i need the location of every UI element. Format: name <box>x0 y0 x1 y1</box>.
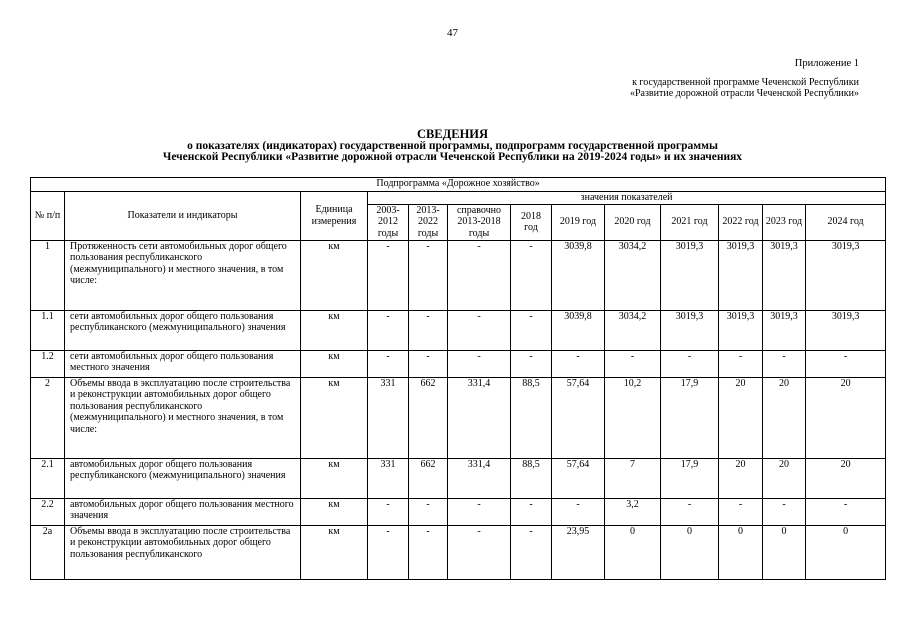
row-value: - <box>448 498 511 525</box>
row-unit: км <box>301 240 368 310</box>
table-row <box>31 525 886 579</box>
table-row <box>31 350 886 377</box>
row-unit: км <box>301 377 368 458</box>
row-unit: км <box>301 310 368 350</box>
row-value: 0 <box>763 525 806 579</box>
row-num: 1.2 <box>31 350 65 377</box>
row-value: 331 <box>368 458 409 498</box>
title-line-2: о показателях (индикаторах) государственной программы, подпрограмм государственной программы <box>187 139 718 152</box>
row-value: 3019,3 <box>719 310 763 350</box>
row-value: - <box>806 350 886 377</box>
row-num: 1 <box>31 240 65 310</box>
row-name: Объемы ввода в эксплуатацию после строительства и реконструкции автомобильных дорог общего пользования республиканского (межмуниципального) и местного значения, в том числе: <box>65 377 301 458</box>
row-value: 3019,3 <box>719 240 763 310</box>
row-value: 0 <box>806 525 886 579</box>
row-value: - <box>511 498 552 525</box>
row-value: - <box>552 498 605 525</box>
row-value: 3039,8 <box>552 310 605 350</box>
row-num: 2.2 <box>31 498 65 525</box>
row-num: 2 <box>31 377 65 458</box>
row-value: - <box>719 350 763 377</box>
title-line-1: СВЕДЕНИЯ <box>416 127 489 141</box>
row-value: - <box>368 525 409 579</box>
row-value: - <box>661 498 719 525</box>
row-value: 57,64 <box>552 458 605 498</box>
row-value: 0 <box>719 525 763 579</box>
row-name: Протяженность сети автомобильных дорог общего пользования республиканского (межмуниципального) и местного значения, в том числе: <box>65 240 301 310</box>
row-name: сети автомобильных дорог общего пользования республиканского (межмуниципального) значения <box>65 310 301 350</box>
row-value: 0 <box>605 525 661 579</box>
row-value: 3019,3 <box>763 310 806 350</box>
row-num: 2а <box>31 525 65 579</box>
header-period: справочно 2013-2018 годы <box>448 204 511 240</box>
row-value: 3019,3 <box>661 240 719 310</box>
row-value: - <box>605 350 661 377</box>
row-value: - <box>368 498 409 525</box>
row-value: - <box>448 240 511 310</box>
subprogram-header: Подпрограмма «Дорожное хозяйство» <box>31 178 886 192</box>
header-period: 2018 год <box>511 204 552 240</box>
document-title <box>0 129 905 164</box>
row-value: - <box>511 350 552 377</box>
table-row <box>31 377 886 458</box>
appendix-line-1: к государственной программе Чеченской Республики <box>632 77 859 88</box>
row-value: - <box>409 498 448 525</box>
row-value: 57,64 <box>552 377 605 458</box>
row-value: 20 <box>763 377 806 458</box>
row-unit: км <box>301 458 368 498</box>
row-value: 20 <box>806 458 886 498</box>
header-period: 2020 год <box>605 204 661 240</box>
row-value: 88,5 <box>511 377 552 458</box>
header-period: 2019 год <box>552 204 605 240</box>
row-unit: км <box>301 525 368 579</box>
row-value: - <box>511 525 552 579</box>
header-period: 2023 год <box>763 204 806 240</box>
row-value: - <box>409 310 448 350</box>
table-row <box>31 240 886 310</box>
header-num: № п/п <box>31 192 65 241</box>
row-value: 20 <box>806 377 886 458</box>
row-value: 331,4 <box>448 377 511 458</box>
row-value: - <box>763 498 806 525</box>
row-value: 662 <box>409 377 448 458</box>
row-value: 17,9 <box>661 377 719 458</box>
table-row <box>31 458 886 498</box>
row-name: автомобильных дорог общего пользования республиканского (межмуниципального) значения <box>65 458 301 498</box>
row-value: - <box>806 498 886 525</box>
table-row <box>31 310 886 350</box>
row-value: - <box>511 310 552 350</box>
row-num: 2.1 <box>31 458 65 498</box>
row-value: 3019,3 <box>806 240 886 310</box>
row-value: - <box>368 240 409 310</box>
header-unit: Единица измерения <box>301 192 368 241</box>
page-number: 47 <box>447 27 458 39</box>
header-period: 2021 год <box>661 204 719 240</box>
row-value: - <box>661 350 719 377</box>
row-value: - <box>368 310 409 350</box>
row-num: 1.1 <box>31 310 65 350</box>
row-value: - <box>448 310 511 350</box>
row-name: сети автомобильных дорог общего пользования местного значения <box>65 350 301 377</box>
row-value: 20 <box>763 458 806 498</box>
row-name: Объемы ввода в эксплуатацию после строительства и реконструкции автомобильных дорог общего пользования республиканского <box>65 525 301 579</box>
header-period: 2003-2012 годы <box>368 204 409 240</box>
row-value: 0 <box>661 525 719 579</box>
row-unit: км <box>301 350 368 377</box>
row-value: - <box>368 350 409 377</box>
header-period: 2022 год <box>719 204 763 240</box>
row-name: автомобильных дорог общего пользования местного значения <box>65 498 301 525</box>
header-period: 2024 год <box>806 204 886 240</box>
row-value: - <box>409 240 448 310</box>
row-value: - <box>448 350 511 377</box>
row-value: - <box>448 525 511 579</box>
row-value: 20 <box>719 377 763 458</box>
row-value: - <box>763 350 806 377</box>
row-value: 3039,8 <box>552 240 605 310</box>
table-row <box>31 498 886 525</box>
row-value: - <box>552 350 605 377</box>
row-value: 23,95 <box>552 525 605 579</box>
appendix-label: Приложение 1 <box>794 58 859 69</box>
row-value: 20 <box>719 458 763 498</box>
row-value: 331,4 <box>448 458 511 498</box>
appendix-line-2: «Развитие дорожной отрасли Чеченской Республики» <box>629 88 859 99</box>
row-value: 3019,3 <box>806 310 886 350</box>
indicators-table <box>30 177 886 580</box>
row-value: 17,9 <box>661 458 719 498</box>
row-unit: км <box>301 498 368 525</box>
row-value: 3019,3 <box>661 310 719 350</box>
row-value: 3034,2 <box>605 310 661 350</box>
row-value: 3019,3 <box>763 240 806 310</box>
header-period: 2013-2022 годы <box>409 204 448 240</box>
row-value: 662 <box>409 458 448 498</box>
row-value: 7 <box>605 458 661 498</box>
title-line-3: Чеченской Республики «Развитие дорожной отрасли Чеченской Республики на 2019-2024 годы» и их значениях <box>162 151 743 163</box>
row-value: - <box>511 240 552 310</box>
row-value: 88,5 <box>511 458 552 498</box>
row-value: - <box>719 498 763 525</box>
row-value: 3034,2 <box>605 240 661 310</box>
row-value: - <box>409 350 448 377</box>
header-indicator: Показатели и индикаторы <box>65 192 301 241</box>
row-value: 331 <box>368 377 409 458</box>
row-value: 10,2 <box>605 377 661 458</box>
row-value: - <box>409 525 448 579</box>
header-values: значения показателей <box>368 192 886 205</box>
row-value: 3,2 <box>605 498 661 525</box>
